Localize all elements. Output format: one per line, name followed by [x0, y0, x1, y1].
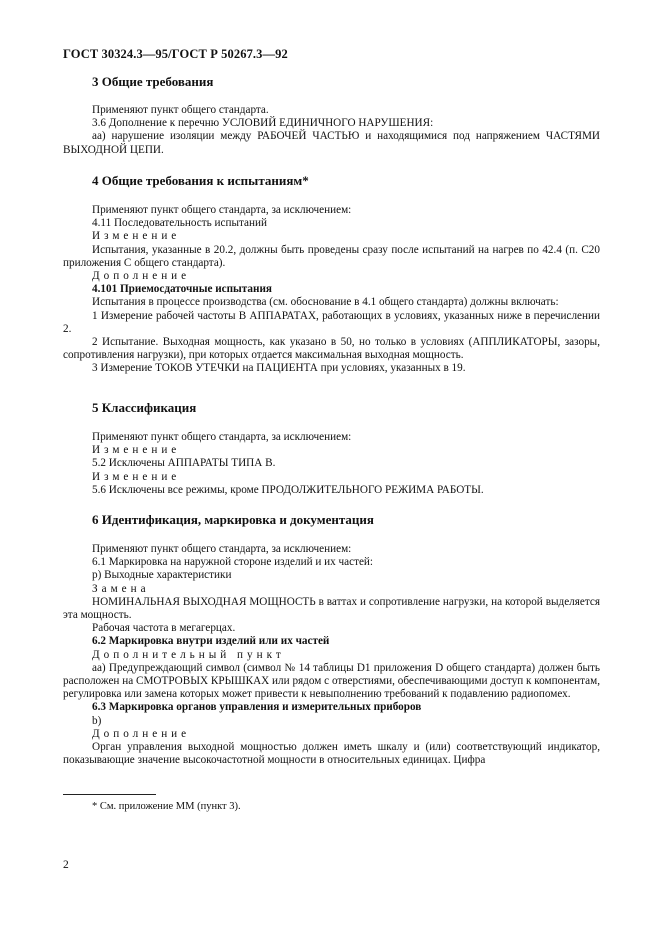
section-3-body: [63, 104, 600, 157]
paragraph: 4.11 Последовательность испытаний: [92, 217, 267, 230]
paragraph: р) Выходные характеристики: [92, 569, 232, 582]
paragraph: Испытания в процессе производства (см. обоснование в 4.1 общего стандарта) должны включать:: [92, 296, 559, 309]
paragraph: 2 Испытание. Выходная мощность, как указано в 50, но только в условиях (АППЛИКАТОРЫ, зазоры, сопротивления нагрузки), при которых отдается максимальная выходная мощность.: [63, 336, 600, 362]
paragraph: 5.6 Исключены все режимы, кроме ПРОДОЛЖИТЕЛЬНОГО РЕЖИМА РАБОТЫ.: [92, 483, 484, 496]
subsection-title: 6.2 Маркировка внутри изделий или их частей: [92, 635, 330, 648]
section-5-body: [63, 431, 600, 497]
paragraph-spaced: Замена: [92, 582, 150, 595]
paragraph: b): [92, 714, 102, 727]
paragraph: 1 Измерение рабочей частоты В АППАРАТАХ, работающих в условиях, указанных ниже в перечислении 2.: [63, 309, 600, 335]
paragraph: Применяют пункт общего стандарта, за исключением:: [92, 204, 352, 216]
paragraph-spaced: Дополнение: [92, 727, 191, 740]
paragraph: Применяют пункт общего стандарта, за исключением:: [92, 543, 352, 555]
paragraph-spaced: Изменение: [92, 470, 181, 483]
paragraph: НОМИНАЛЬНАЯ ВЫХОДНАЯ МОЩНОСТЬ в ваттах и сопротивление нагрузки, на которой выделяется эта мощность.: [63, 595, 600, 622]
paragraph: аа) Предупреждающий символ (символ № 14 таблицы D1 приложения D общего стандарта) должен быть расположен на СМОТРОВЫХ КРЫШКАХ или рядом с отверстиями, обеспечивающими доступ к компонентам, регулировка или замена которых может привести к невыполнению требований к подавлению радиопомех.: [63, 661, 600, 701]
document-header: ГОСТ 30324.3—95/ГОСТ Р 50267.3—92: [63, 47, 288, 61]
footnote-divider: [63, 794, 156, 795]
paragraph: Орган управления выходной мощностью должен иметь шкалу и (или) соответствующий индикатор, показывающие значение высокочастотной мощности в относительных единицах. Цифра: [63, 741, 600, 767]
paragraph: Применяют пункт общего стандарта, за исключением:: [92, 431, 352, 443]
subsection-title: 4.101 Приемосдаточные испытания: [92, 283, 272, 296]
section-4-body: [63, 204, 600, 376]
paragraph: Рабочая частота в мегагерцах.: [92, 622, 236, 635]
page-number: 2: [63, 859, 69, 871]
section-3-title: 3 Общие требования: [92, 74, 214, 89]
subsection-title: 6.3 Маркировка органов управления и измерительных приборов: [92, 701, 422, 714]
paragraph-spaced: Изменение: [92, 230, 181, 243]
footnote: * См. приложение ММ (пункт 3).: [92, 801, 241, 812]
paragraph: 5.2 Исключены АППАРАТЫ ТИПА В.: [92, 457, 276, 470]
paragraph-spaced: Дополнение: [92, 270, 191, 283]
paragraph: 3.6 Дополнение к перечню УСЛОВИЙ ЕДИНИЧНОГО НАРУШЕНИЯ:: [92, 117, 434, 130]
paragraph: Применяют пункт общего стандарта.: [92, 104, 269, 116]
paragraph: аа) нарушение изоляции между РАБОЧЕЙ ЧАСТЬЮ и находящимися под напряжением ЧАСТЯМИ ВЫХОДНОЙ ЦЕПИ.: [63, 130, 600, 156]
paragraph: Испытания, указанные в 20.2, должны быть проведены сразу после испытаний на нагрев по 42.4 (п. С20 приложения С общего стандарта).: [63, 243, 600, 269]
paragraph-spaced: Изменение: [92, 444, 181, 457]
paragraph: 3 Измерение ТОКОВ УТЕЧКИ на ПАЦИЕНТА при условиях, указанных в 19.: [92, 362, 466, 375]
section-6-title: 6 Идентификация, маркировка и документация: [92, 512, 374, 527]
paragraph-spaced: Дополнительный пункт: [92, 648, 285, 661]
section-4-title: 4 Общие требования к испытаниям*: [92, 173, 309, 188]
paragraph: 6.1 Маркировка на наружной стороне изделий и их частей:: [92, 556, 374, 569]
section-5-title: 5 Классификация: [92, 400, 197, 415]
section-6-body: [63, 543, 600, 767]
